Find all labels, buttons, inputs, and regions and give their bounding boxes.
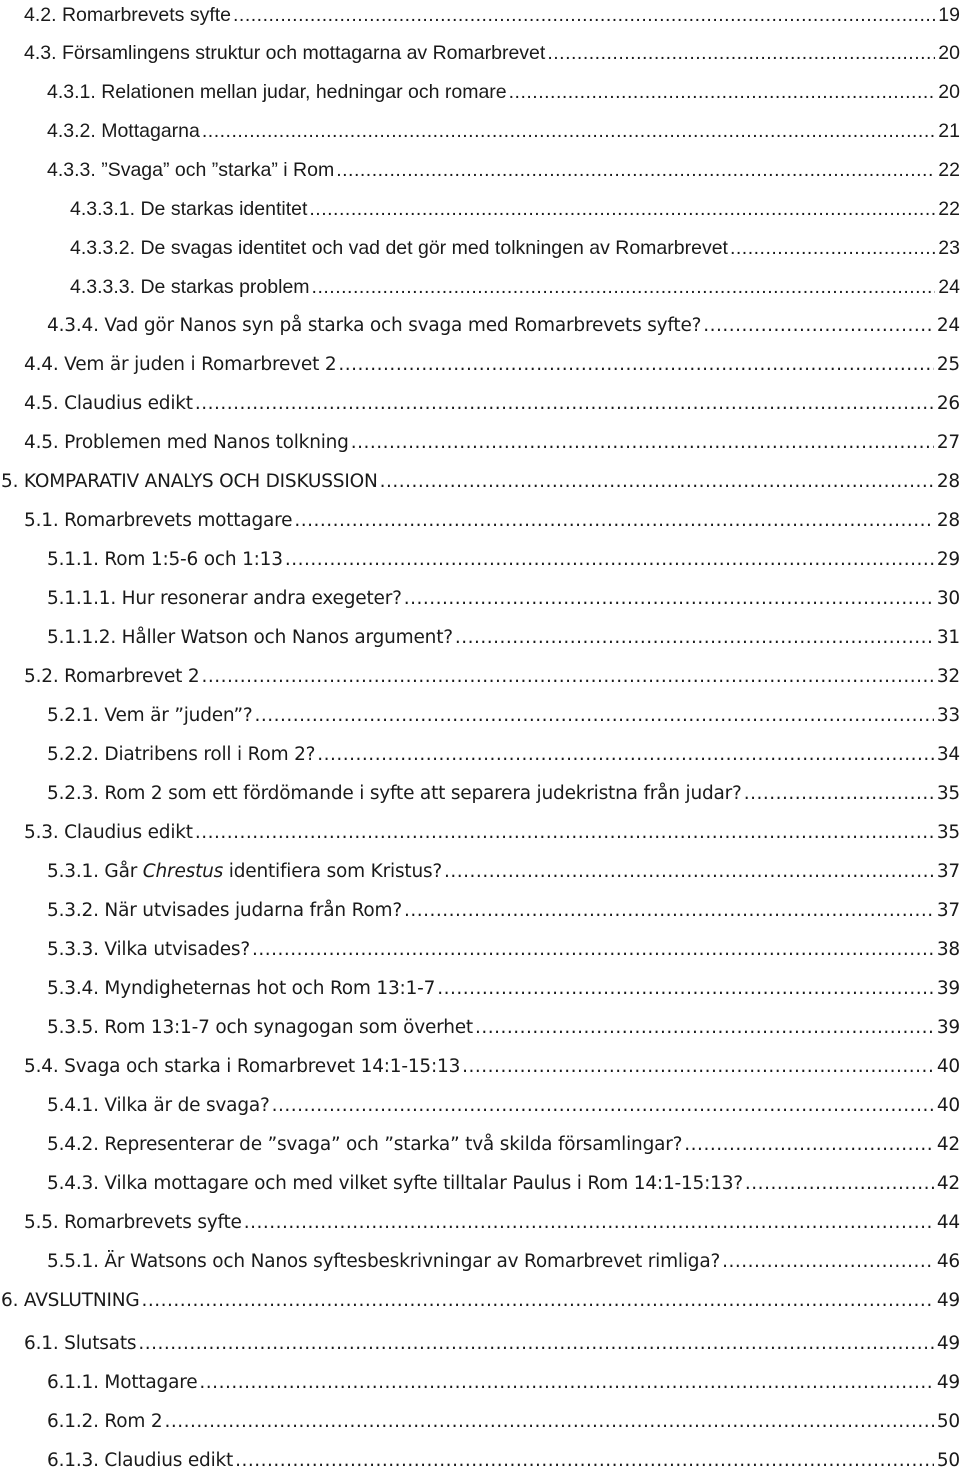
toc-entry-page: 23 (938, 237, 960, 259)
toc-entry-title: 4.3.3.2. De svagas identitet och vad det gör med tolkningen av Romarbrevet (70, 237, 728, 259)
toc-leader (722, 1251, 934, 1273)
toc-entry[interactable] (70, 272, 960, 298)
toc-entry-title: 5.3.4. Myndigheternas hot och Rom 13:1-7 (47, 978, 436, 999)
toc-entry[interactable] (47, 1091, 960, 1117)
toc-entry-page: 32 (936, 666, 960, 687)
toc-entry-title: 5.5.1. Är Watsons och Nanos syftesbeskrivningar av Romarbrevet rimliga? (47, 1251, 721, 1272)
toc-entry-page: 39 (936, 978, 960, 999)
toc-entry[interactable] (24, 1052, 960, 1078)
toc-entry-page: 40 (936, 1056, 960, 1077)
toc-entry[interactable] (47, 623, 960, 649)
toc-entry-page: 20 (938, 81, 960, 103)
toc-entry[interactable] (47, 77, 960, 103)
toc-leader (745, 1173, 934, 1195)
toc-entry-title: 5.1.1. Rom 1:5-6 och 1:13 (47, 549, 283, 570)
toc-entry[interactable] (24, 350, 960, 376)
toc-entry-title: 5.1. Romarbrevets mottagare (24, 510, 293, 531)
toc-leader (404, 588, 934, 610)
toc-leader (312, 276, 936, 298)
toc-leader (338, 354, 933, 376)
toc-entry-page: 37 (936, 900, 960, 921)
toc-entry-title: 6.1.2. Rom 2 (47, 1411, 163, 1432)
toc-entry-page: 35 (936, 822, 960, 843)
toc-entry[interactable] (24, 428, 960, 454)
toc-leader (233, 4, 935, 26)
toc-entry-title: 4.5. Claudius edikt (24, 393, 193, 414)
toc-entry[interactable] (47, 896, 960, 922)
toc-leader (142, 1290, 934, 1312)
toc-entry[interactable] (24, 506, 960, 532)
toc-entry-page: 28 (936, 510, 960, 531)
toc-entry[interactable] (47, 935, 960, 961)
toc-leader (201, 666, 933, 688)
toc-entry-title: 5.4. Svaga och starka i Romarbrevet 14:1-15:13 (24, 1056, 461, 1077)
toc-leader (138, 1333, 934, 1355)
toc-entry-title: 5.4.3. Vilka mottagare och med vilket syfte tilltalar Paulus i Rom 14:1-15:13? (47, 1173, 743, 1194)
toc-entry[interactable] (24, 1208, 960, 1234)
toc-entry[interactable] (47, 584, 960, 610)
toc-entry-page: 29 (936, 549, 960, 570)
toc-entry[interactable] (1, 1286, 960, 1312)
toc-leader (195, 822, 934, 844)
toc-entry-page: 22 (938, 159, 960, 181)
toc-entry[interactable] (24, 662, 960, 688)
toc-entry-page: 49 (936, 1333, 960, 1354)
toc-entry-title: 5.4.1. Vilka är de svaga? (47, 1095, 270, 1116)
toc-leader (195, 393, 934, 415)
toc-leader (336, 159, 935, 181)
toc-entry-title: 4.3.2. Mottagarna (47, 120, 200, 142)
toc-leader (684, 1134, 934, 1156)
toc-entry-page: 24 (938, 276, 960, 298)
toc-entry-title: 5.4.2. Representerar de ”svaga” och ”starka” två skilda församlingar? (47, 1134, 683, 1155)
toc-leader (317, 744, 934, 766)
toc-entry-title: 6.1. Slutsats (24, 1333, 137, 1354)
toc-entry[interactable] (47, 974, 960, 1000)
toc-entry-title: 4.4. Vem är juden i Romarbrevet 2 (24, 354, 337, 375)
toc-entry[interactable] (47, 779, 960, 805)
toc-entry[interactable] (24, 38, 960, 64)
toc-entry-page: 30 (936, 588, 960, 609)
toc-entry-page: 37 (936, 861, 960, 882)
toc-entry-page: 38 (936, 939, 960, 960)
toc-entry-page: 22 (938, 198, 960, 220)
toc-entry-page: 26 (936, 393, 960, 414)
toc-entry-page: 49 (936, 1372, 960, 1393)
toc-entry-title: 5.2.2. Diatribens roll i Rom 2? (47, 744, 316, 765)
toc-leader (509, 81, 936, 103)
toc-leader (254, 705, 933, 727)
toc-entry-page: 42 (936, 1173, 960, 1194)
toc-entry-page: 50 (936, 1450, 960, 1471)
toc-entry-page: 50 (936, 1411, 960, 1432)
toc-entry[interactable] (24, 818, 960, 844)
toc-leader (294, 510, 933, 532)
toc-leader (462, 1056, 934, 1078)
toc-entry[interactable] (47, 155, 960, 181)
toc-leader (235, 1450, 934, 1472)
toc-entry[interactable] (1, 467, 960, 493)
toc-entry-title-after: identifiera som Kristus? (223, 861, 443, 882)
toc-entry[interactable] (24, 0, 960, 26)
toc-entry-title: 4.2. Romarbrevets syfte (24, 4, 231, 26)
toc-entry[interactable] (24, 389, 960, 415)
toc-entry[interactable] (47, 1169, 960, 1195)
toc-entry-page: 34 (936, 744, 960, 765)
toc-leader (455, 627, 934, 649)
toc-leader (380, 471, 934, 493)
toc-entry[interactable] (47, 1013, 960, 1039)
toc-entry-title: 5.3.5. Rom 13:1-7 och synagogan som överhet (47, 1017, 473, 1038)
toc-leader (547, 42, 935, 64)
toc-entry-title: 5.3.3. Vilka utvisades? (47, 939, 250, 960)
toc-entry[interactable] (47, 545, 960, 571)
toc-entry-title: 5.3.2. När utvisades judarna från Rom? (47, 900, 402, 921)
toc-entry[interactable] (47, 701, 960, 727)
toc-entry-title: 4.3.1. Relationen mellan judar, hedningar och romare (47, 81, 507, 103)
toc-entry[interactable] (47, 1446, 960, 1472)
toc-entry-page: 25 (936, 354, 960, 375)
toc-entry-page: 31 (936, 627, 960, 648)
toc-entry[interactable] (47, 1247, 960, 1273)
toc-leader (164, 1411, 933, 1433)
toc-leader (199, 1372, 933, 1394)
toc-entry-title: 4.3.3.1. De starkas identitet (70, 198, 308, 220)
toc-leader (744, 783, 934, 805)
toc-leader (202, 120, 935, 142)
toc-entry-title: 6.1.3. Claudius edikt (47, 1450, 234, 1471)
toc-entry-page: 33 (936, 705, 960, 726)
toc-leader (272, 1095, 934, 1117)
toc-entry-page: 40 (936, 1095, 960, 1116)
toc-entry[interactable] (47, 1407, 960, 1433)
toc-leader (703, 315, 934, 337)
toc-entry-title: 5.1.1.1. Hur resonerar andra exegeter? (47, 588, 402, 609)
toc-entry[interactable] (47, 311, 960, 337)
toc-entry-title: 5.1.1.2. Håller Watson och Nanos argument? (47, 627, 453, 648)
toc-entry[interactable] (24, 1329, 960, 1355)
toc-entry-title: 4.3.3. ”Svaga” och ”starka” i Rom (47, 159, 335, 181)
toc-entry-title: 4.5. Problemen med Nanos tolkning (24, 432, 349, 453)
toc-entry-page: 35 (936, 783, 960, 804)
toc-leader (351, 432, 934, 454)
toc-entry[interactable] (70, 233, 960, 259)
toc-entry-title-before: 5.3.1. Går (47, 861, 143, 882)
toc-entry-title: 5.3. Claudius edikt (24, 822, 193, 843)
toc-entry-page: 42 (936, 1134, 960, 1155)
toc-entry[interactable] (47, 1368, 960, 1394)
toc-leader (244, 1212, 934, 1234)
toc-entry-page: 49 (936, 1290, 960, 1311)
toc-leader (475, 1017, 934, 1039)
toc-entry[interactable] (47, 857, 960, 883)
toc-entry-page: 27 (936, 432, 960, 453)
toc-entry-title: 5.2. Romarbrevet 2 (24, 666, 200, 687)
toc-entry-page: 44 (936, 1212, 960, 1233)
toc-entry[interactable] (47, 116, 960, 142)
toc-entry-title (47, 861, 444, 883)
toc-entry[interactable] (70, 194, 960, 220)
toc-entry-title: 4.3.4. Vad gör Nanos syn på starka och svaga med Romarbrevets syfte? (47, 315, 702, 336)
toc-entry-title: 4.3. Församlingens struktur och mottagarna av Romarbrevet (24, 42, 546, 64)
toc-entry[interactable] (47, 740, 960, 766)
toc-entry-page: 24 (936, 315, 960, 336)
toc-entry-page: 19 (938, 4, 960, 26)
toc-leader (404, 900, 934, 922)
toc-entry-title: 5. KOMPARATIV ANALYS OCH DISKUSSION (1, 471, 378, 492)
toc-entry-page: 39 (936, 1017, 960, 1038)
toc-entry[interactable] (47, 1130, 960, 1156)
toc-leader (309, 198, 935, 220)
toc-entry-title: 5.2.1. Vem är ”juden”? (47, 705, 253, 726)
toc-entry-title: 5.2.3. Rom 2 som ett fördömande i syfte att separera judekristna från judar? (47, 783, 742, 804)
toc-entry-page: 28 (936, 471, 960, 492)
toc-entry-title-italic: Chrestus (142, 861, 224, 882)
toc-entry-page: 20 (938, 42, 960, 64)
toc-leader (437, 978, 934, 1000)
toc-leader (252, 939, 934, 961)
toc-entry-title: 4.3.3.3. De starkas problem (70, 276, 310, 298)
toc-leader (285, 549, 934, 571)
toc-entry-page: 46 (936, 1251, 960, 1272)
toc-entry-title: 6. AVSLUTNING (1, 1290, 140, 1311)
toc-entry-page: 21 (938, 120, 960, 142)
toc-leader (444, 861, 934, 883)
toc-entry-title: 6.1.1. Mottagare (47, 1372, 198, 1393)
toc-entry-title: 5.5. Romarbrevets syfte (24, 1212, 242, 1233)
toc-leader (730, 237, 935, 259)
